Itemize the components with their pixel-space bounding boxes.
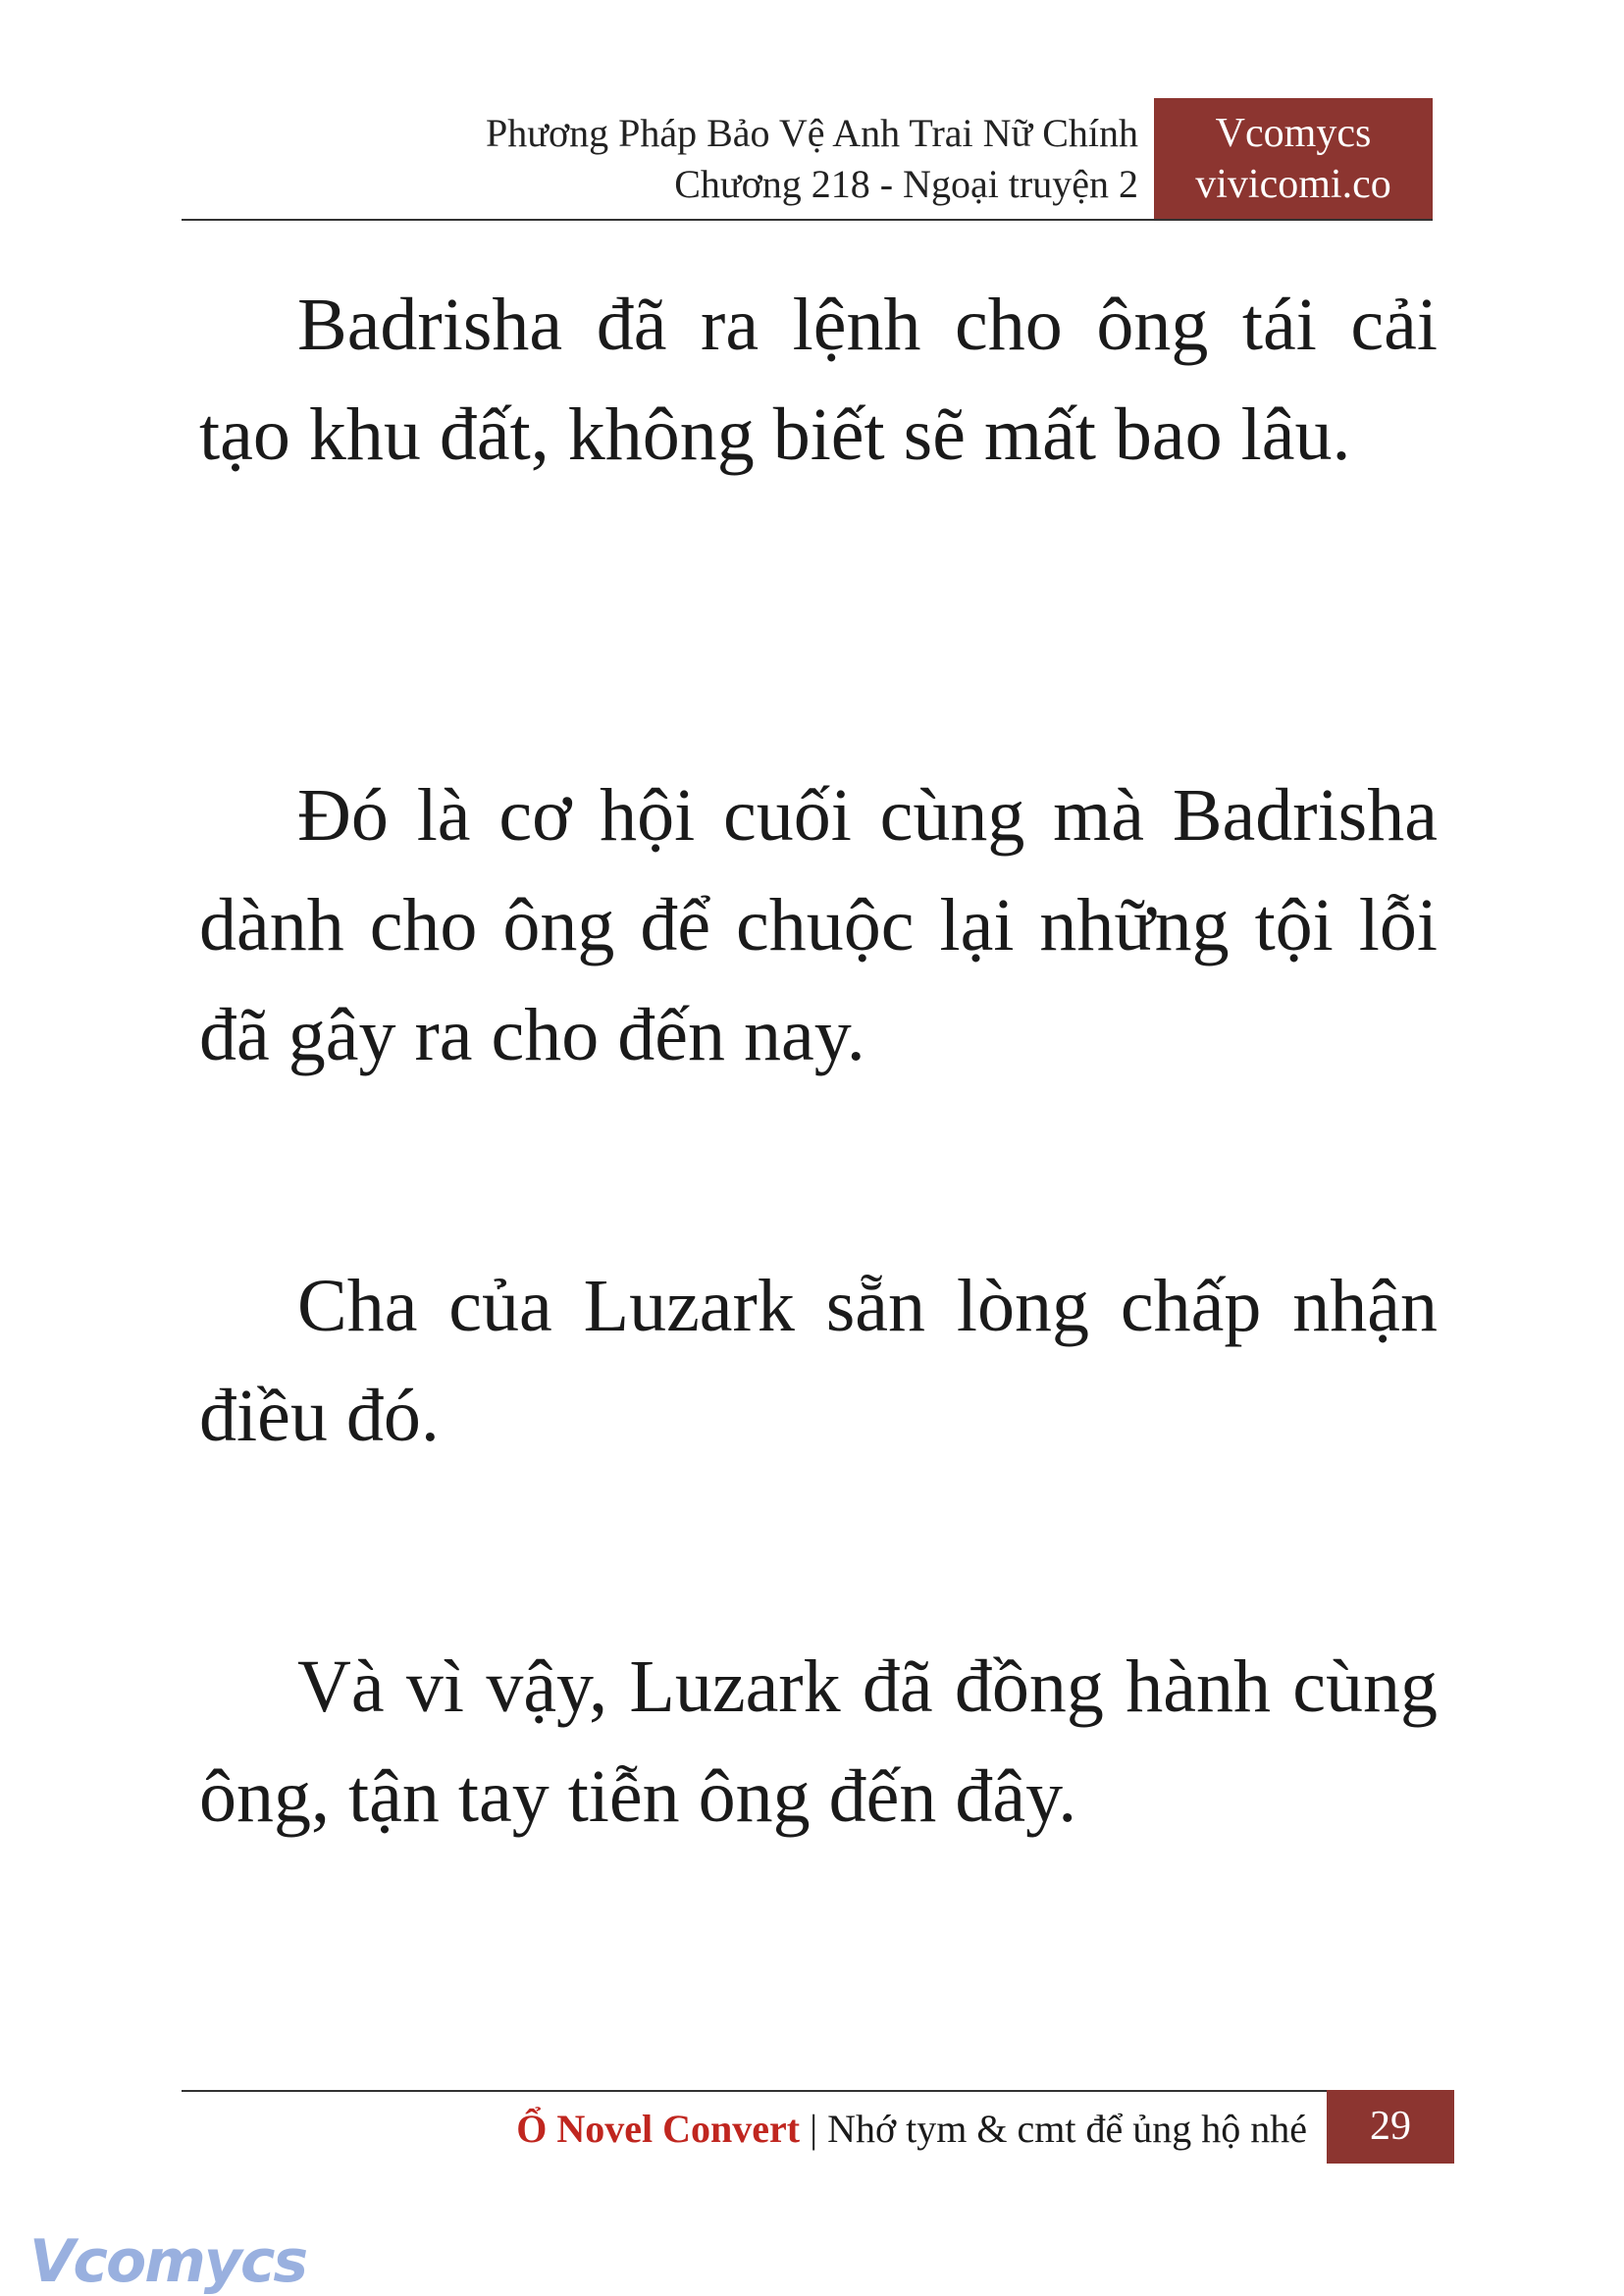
footer-text [516,2100,1307,2159]
paragraph: Badrisha đã ra lệnh cho ông tái cải tạo khu đất, không biết sẽ mất bao lâu. [199,284,1438,476]
header-brand-box [1154,98,1433,220]
chapter-title: Chương 218 - Ngoại truyện 2 [674,162,1138,206]
paragraph: Cha của Luzark sẵn lòng chấp nhận điều đó. [199,1265,1438,1457]
header-divider [182,219,1433,221]
footer-message: Nhớ tym & cmt để ủng hộ nhé [827,2107,1307,2151]
brand-name: Vcomycs [1215,111,1372,156]
footer-divider [182,2090,1454,2092]
book-title: Phương Pháp Bảo Vệ Anh Trai Nữ Chính [486,111,1138,155]
paragraph: Và vì vậy, Luzark đã đồng hành cùng ông, tận tay tiễn ông đến đây. [199,1645,1438,1838]
paragraph: Đó là cơ hội cuối cùng mà Badrisha dành cho ông để chuộc lại những tội lỗi đã gây ra cho đến nay. [199,774,1438,1076]
watermark-logo: Vcomycs [29,2227,307,2296]
page-header [182,98,1433,221]
footer-brand: Ổ Novel Convert [516,2107,801,2151]
brand-site: vivicomi.co [1195,162,1391,207]
footer-separator: | [800,2107,828,2151]
page-number: 29 [1327,2090,1454,2164]
page-footer [182,2090,1454,2164]
header-titles [486,108,1138,210]
